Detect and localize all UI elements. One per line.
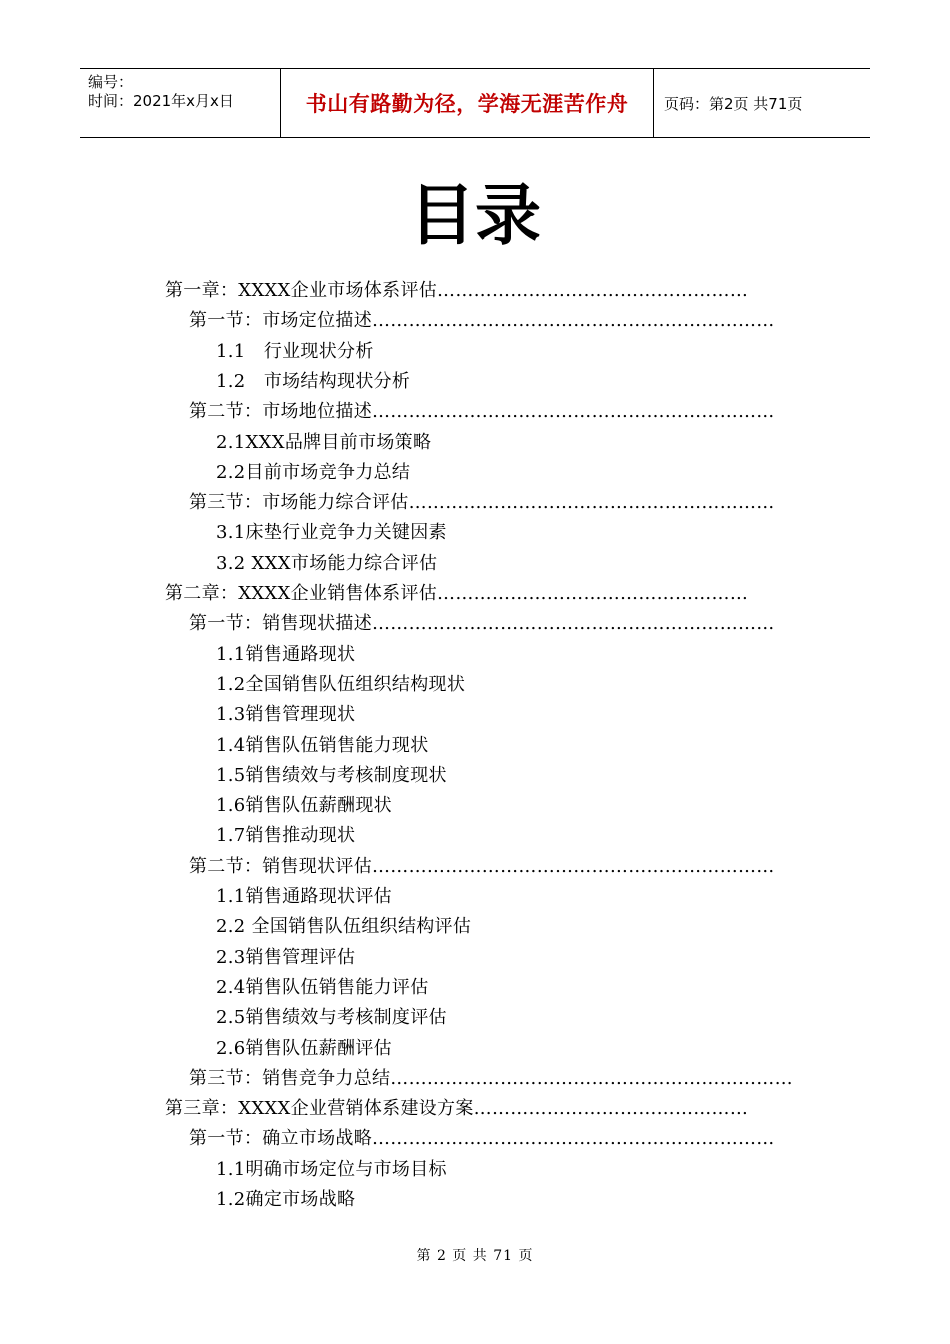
toc-entry[interactable]: 第三节：市场能力综合评估…………………………………………………… [189,492,775,514]
toc-entry[interactable]: 2.6销售队伍薪酬评估 [216,1037,392,1059]
toc-entry[interactable]: 第二章：XXXX企业销售体系评估…………………………………………… [165,583,749,604]
toc-entry[interactable]: 3.1床垫行业竞争力关键因素 [216,522,447,544]
toc-entry[interactable]: 第二节：销售现状评估………………………………………………………… [189,855,775,877]
toc-entry[interactable]: 1.1销售通路现状评估 [216,886,392,907]
toc-entry[interactable]: 2.5销售绩效与考核制度评估 [216,1007,447,1029]
header-motto: 书山有路勤为径，学海无涯苦作舟 [305,92,629,116]
toc-entry[interactable]: 第三章：XXXX企业营销体系建设方案……………………………………… [165,1098,749,1120]
toc-entry[interactable]: 1.1销售通路现状 [216,643,356,665]
toc-entry[interactable]: 1.2 市场结构现状分析 [216,370,411,392]
toc-entry[interactable]: 3.2 XXX市场能力综合评估 [216,552,438,574]
toc-entry[interactable]: 1.6销售队伍薪酬现状 [216,795,392,817]
toc-entry[interactable]: 1.5销售绩效与考核制度现状 [216,764,447,786]
page-header [80,68,870,138]
toc-entry[interactable]: 1.2确定市场战略 [216,1189,356,1210]
toc-entry[interactable]: 第二节：市场地位描述………………………………………………………… [189,401,775,423]
header-info-cell [80,69,281,137]
document-number-label: 编号： [88,73,134,91]
toc-entry[interactable]: 1.1明确市场定位与市场目标 [216,1158,447,1180]
header-page-cell [654,69,870,137]
page-footer: 第 2 页 共 71 页 [416,1248,534,1264]
toc-entry[interactable]: 1.7销售推动现状 [216,825,356,847]
toc-entry[interactable]: 第三节：销售竞争力总结………………………………………………………… [189,1067,793,1089]
toc-entry[interactable]: 2.4销售队伍销售能力评估 [216,976,429,998]
toc-entry[interactable]: 2.2目前市场竞争力总结 [216,461,411,483]
toc-entry[interactable]: 第一节：市场定位描述………………………………………………………… [189,310,775,332]
toc-entry[interactable]: 第一节：确立市场战略………………………………………………………… [189,1128,775,1150]
toc-entry[interactable]: 1.1 行业现状分析 [216,340,374,362]
document-date: 时间：2021年x月x日 [88,92,234,110]
toc-entry[interactable]: 1.3销售管理现状 [216,704,356,726]
toc-entry[interactable]: 第一章：XXXX企业市场体系评估…………………………………………… [165,280,749,301]
toc-entry[interactable]: 第一节：销售现状描述………………………………………………………… [189,613,775,635]
page-title: 目录 [409,177,541,254]
toc-entry[interactable]: 2.1XXX品牌目前市场策略 [216,431,432,453]
toc-entry[interactable]: 2.2 全国销售队伍组织结构评估 [216,916,472,938]
toc-entry[interactable]: 1.4销售队伍销售能力现状 [216,734,429,756]
header-motto-cell [281,69,654,137]
toc-entry[interactable]: 1.2全国销售队伍组织结构现状 [216,673,466,695]
toc-entry[interactable]: 2.3销售管理评估 [216,946,356,968]
header-page-info: 页码：第2页 共71页 [664,94,803,113]
